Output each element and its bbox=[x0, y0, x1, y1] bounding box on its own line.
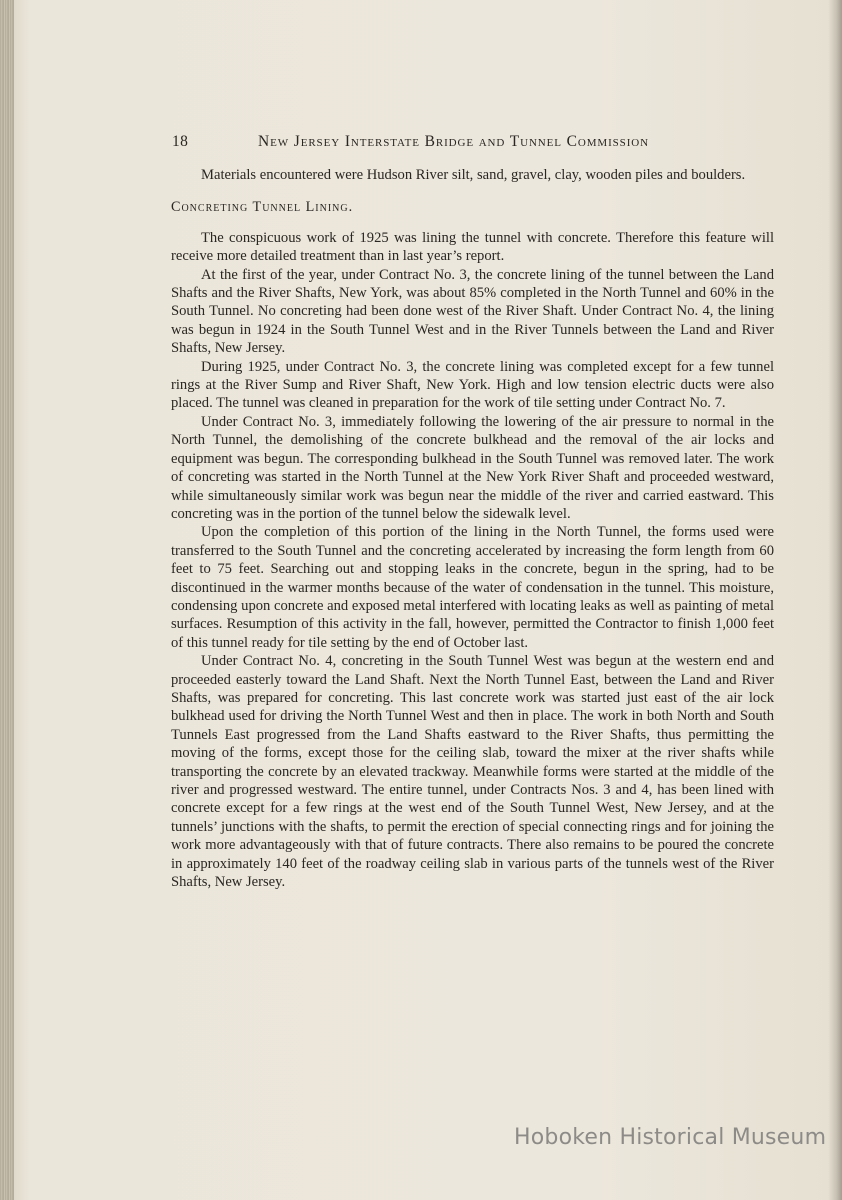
paragraph-3: During 1925, under Contract No. 3, the concrete lining was completed except for a few tunnel rings at the River Sump and River Shaft, New York. High and low tension electric ducts were also placed. The tunnel was cleaned in preparation for the work of tile setting under Contract No. 7. bbox=[171, 358, 774, 412]
paragraph-2: At the first of the year, under Contract No. 3, the concrete lining of the tunnel between the Land Shafts and the River Shafts, New York, was about 85% completed in the North Tunnel and 60% in the South Tunnel. No concreting had been done west of the River Shaft. Under Contract No. 4, the lining was begun in 1924 in the South Tunnel West and in the River Tunnels between the Land and River Shafts, New Jersey. bbox=[171, 266, 774, 357]
paragraph-5: Upon the completion of this portion of the lining in the North Tunnel, the forms used were transferred to the South Tunnel and the concreting accelerated by increasing the form length from 60 feet to 75 feet. Searching out and stopping leaks in the concrete, begun in the spring, had to be discontinued in the warmer months because of the water of condensation in the tunnel. This moisture, condensing upon concrete and exposed metal interfered with locating leaks as well as painting of metal surfaces. Resumption of this activity in the fall, however, permitted the Contractor to finish 1,000 feet of this tunnel ready for tile setting by the end of October last. bbox=[171, 524, 774, 651]
paragraph-6: Under Contract No. 4, concreting in the South Tunnel West was begun at the western end and proceeded easterly toward the Land Shaft. Next the North Tunnel East, between the Land and River Shafts, was prepared for concreting. This last concrete work was started just east of the air lock bulkhead used for driving the North Tunnel West and then in place. The work in both North and South Tunnels East progressed from the Land Shafts eastward to the River Shafts, thus permitting the moving of the forms, except those for the ceiling slab, toward the mixer at the river shafts while transporting the concrete by an elevated trackway. Meanwhile forms were started at the middle of the river and progressed westward. The entire tunnel, under Contracts Nos. 3 and 4, has been lined with concrete except for a few rings at the west end of the South Tunnel West, New Jersey, and at the tunnels’ junctions with the shafts, to permit the erection of special connecting rings and for joining the work more advantageously with that of future contracts. There also remains to be poured the concrete in approximately 140 feet of the roadway ceiling slab in various parts of the tunnels west of the River Shafts, New Jersey. bbox=[171, 653, 774, 891]
page-right-edge-shadow bbox=[828, 0, 842, 1200]
running-head: New Jersey Interstate Bridge and Tunnel Commission bbox=[258, 133, 649, 150]
page-number: 18 bbox=[172, 133, 189, 150]
museum-watermark: Hoboken Historical Museum bbox=[514, 1125, 827, 1150]
body-text bbox=[171, 166, 774, 891]
section-heading: Concreting Tunnel Lining. bbox=[171, 199, 354, 216]
book-binding-edge bbox=[0, 0, 14, 1200]
page-header bbox=[172, 133, 774, 155]
intro-paragraph: Materials encountered were Hudson River silt, sand, gravel, clay, wooden piles and boulders. bbox=[201, 167, 746, 183]
paragraph-1: The conspicuous work of 1925 was lining the tunnel with concrete. Therefore this feature will receive more detailed treatment than in last year’s report. bbox=[171, 229, 774, 265]
paragraph-4: Under Contract No. 3, immediately following the lowering of the air pressure to normal in the North Tunnel, the demolishing of the concrete bulkhead and the removal of the air locks and equipment was begun. The corresponding bulkhead in the South Tunnel was removed later. The work of concreting was started in the North Tunnel at the New York River Shaft and proceeded westward, while simultaneously similar work was begun near the middle of the river and carried eastward. This concreting was in the portion of the tunnel below the sidewalk level. bbox=[171, 413, 774, 522]
